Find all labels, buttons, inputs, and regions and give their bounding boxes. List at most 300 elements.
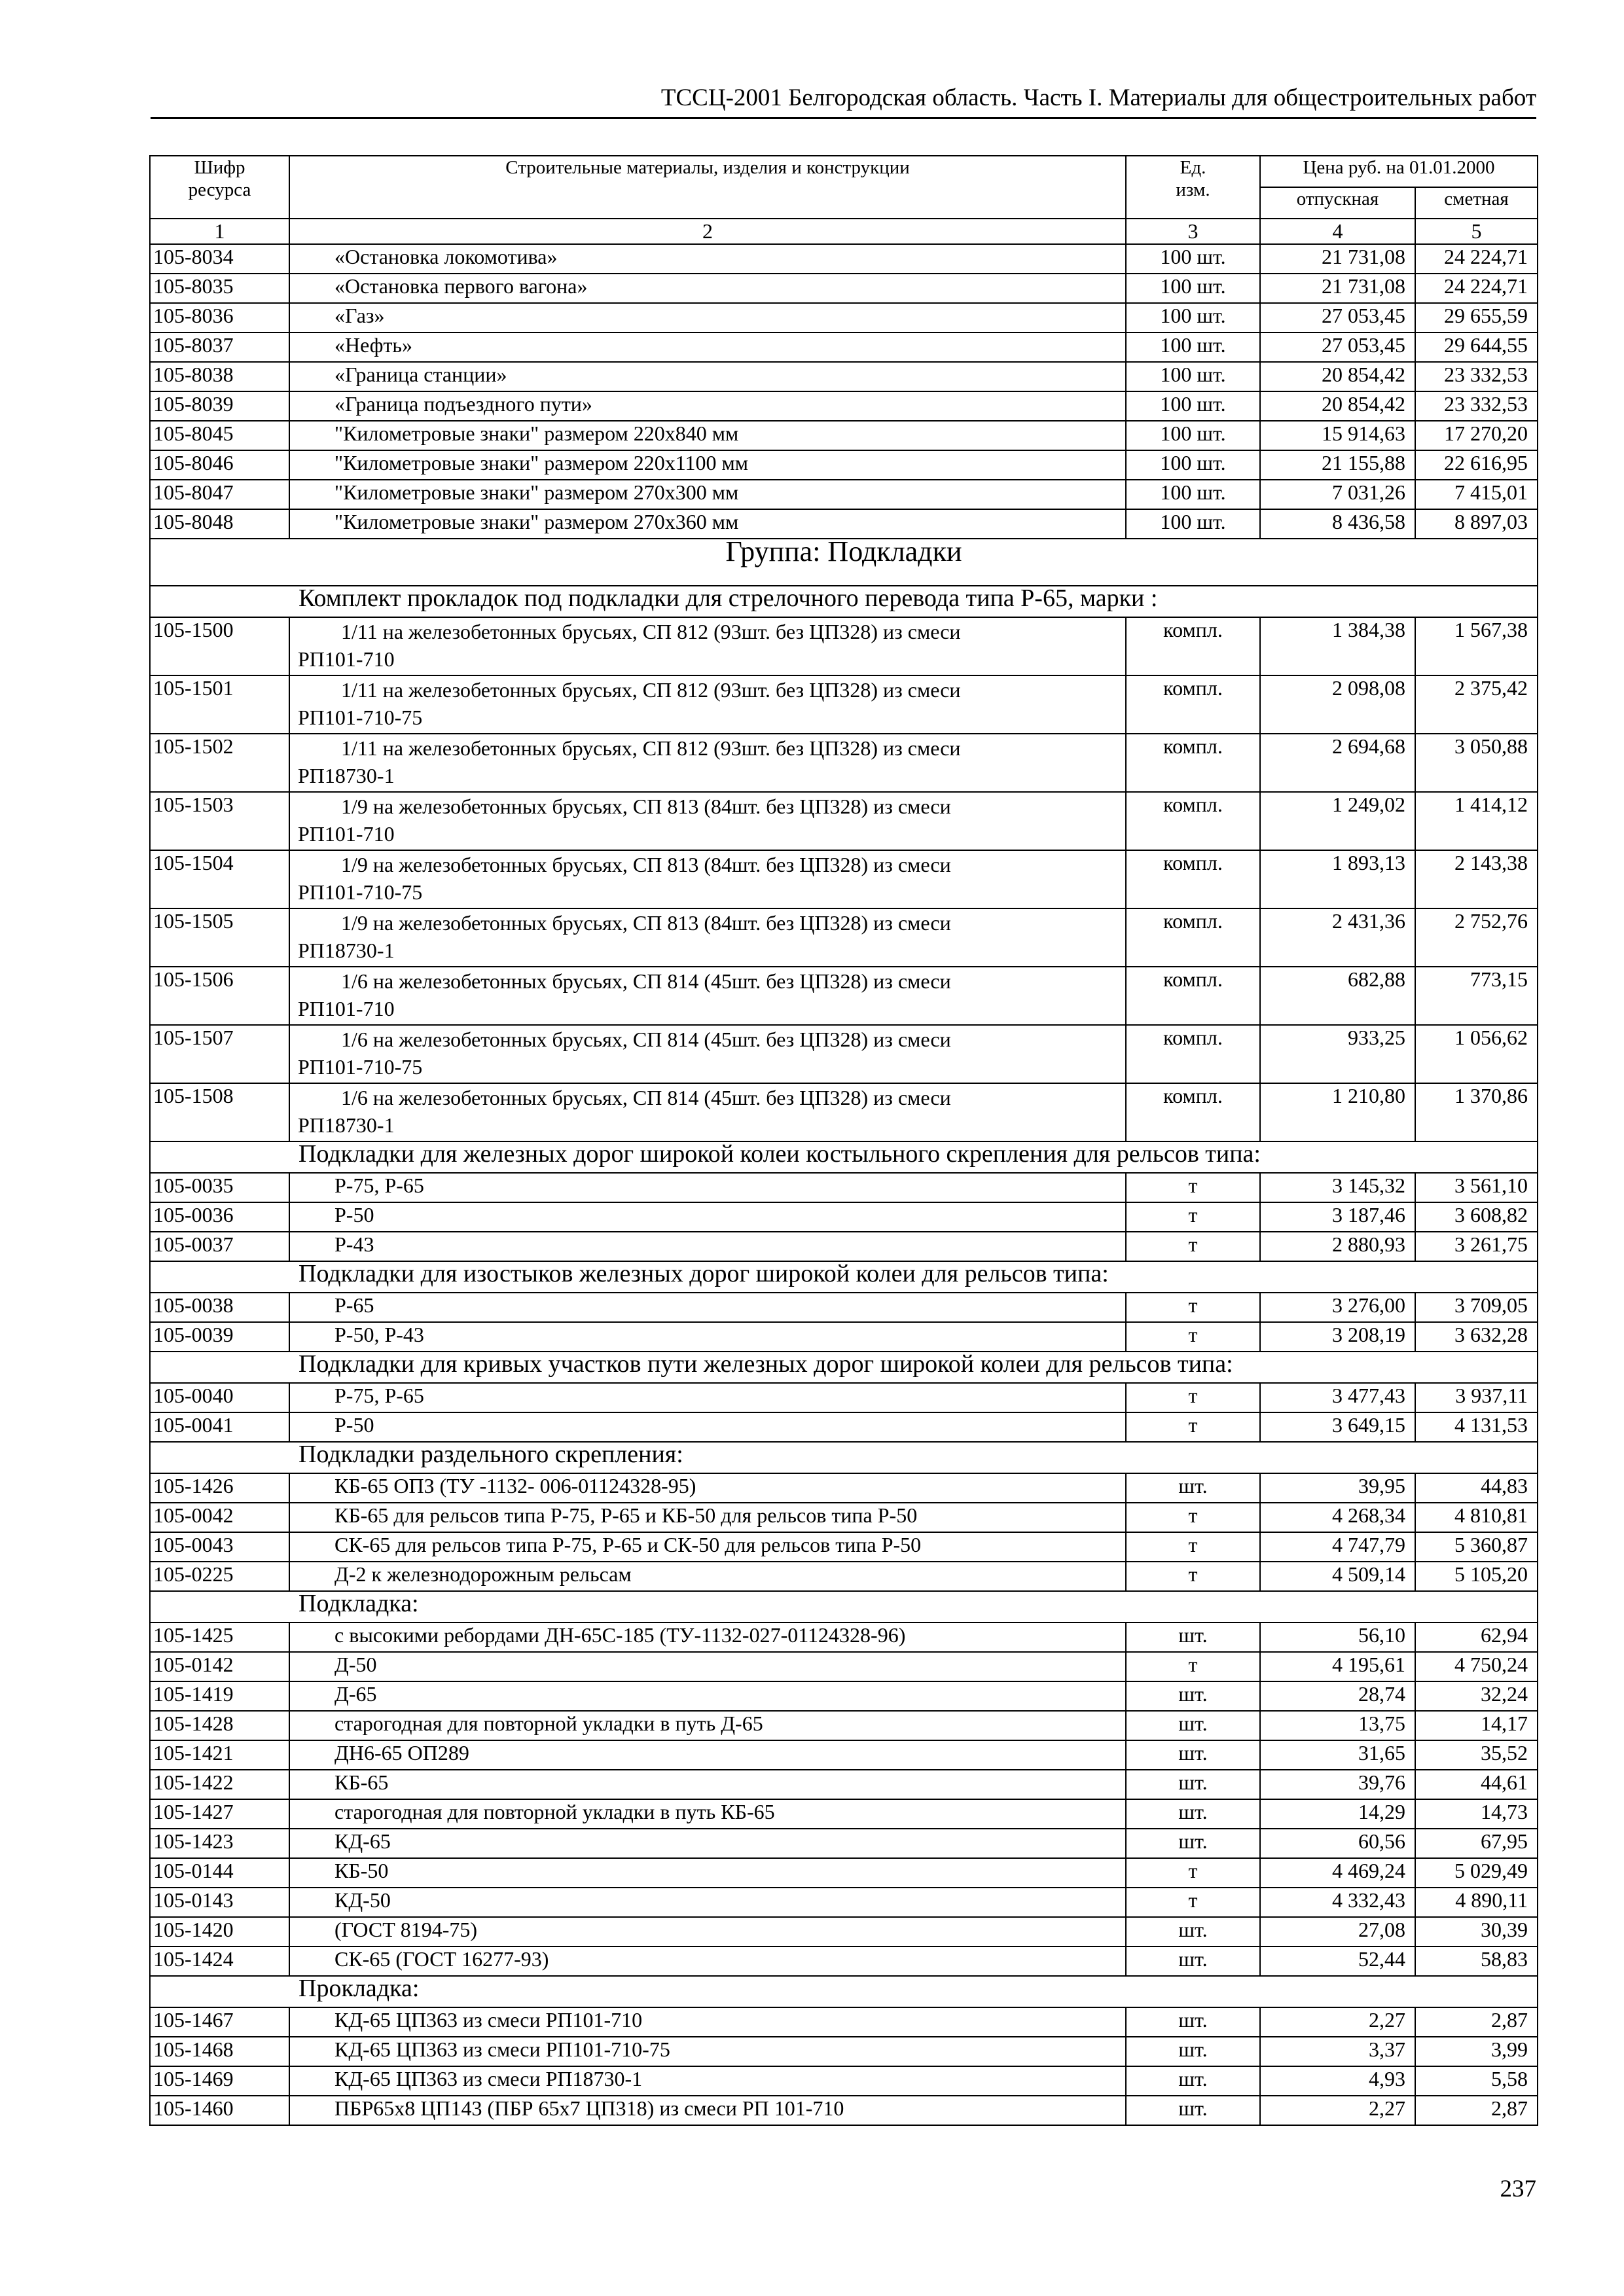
table-row: [150, 450, 1538, 480]
resource-code: 105-1423: [150, 1829, 289, 1858]
resource-code: 105-8047: [150, 480, 289, 509]
resource-code: 105-0036: [150, 1202, 289, 1232]
column-header-name: Строительные материалы, изделия и конструкции: [289, 156, 1126, 219]
unit-of-measure: 100 шт.: [1126, 332, 1260, 362]
unit-of-measure: шт.: [1126, 2096, 1260, 2125]
material-name: Д-65: [289, 1681, 1126, 1711]
resource-code: 105-1504: [150, 850, 289, 908]
material-name: Р-43: [289, 1232, 1126, 1261]
material-name-line: 1/6 на железобетонных брусьях, СП 814 (45шт. без ЦП328) из смеси: [341, 1028, 951, 1051]
resource-code: 105-1424: [150, 1946, 289, 1976]
subgroup-heading-row: [150, 586, 1538, 617]
estimate-price: 22 616,95: [1415, 450, 1538, 480]
unit-of-measure: шт.: [1126, 1740, 1260, 1770]
material-name: КБ-50: [289, 1858, 1126, 1888]
unit-of-measure: т: [1126, 1888, 1260, 1917]
table-row: [150, 1025, 1538, 1083]
unit-of-measure: шт.: [1126, 1799, 1260, 1829]
estimate-price: 8 897,03: [1415, 509, 1538, 539]
materials-table: [149, 155, 1538, 2126]
resource-code: 105-1428: [150, 1711, 289, 1740]
table-row: [150, 1412, 1538, 1442]
resource-code: 105-1419: [150, 1681, 289, 1711]
estimate-price: 1 056,62: [1415, 1025, 1538, 1083]
subgroup-heading-row: [150, 1261, 1538, 1293]
resource-code: 105-8048: [150, 509, 289, 539]
release-price: 14,29: [1260, 1799, 1415, 1829]
release-price: 20 854,42: [1260, 391, 1415, 421]
unit-of-measure: компл.: [1126, 675, 1260, 734]
material-name: КД-50: [289, 1888, 1126, 1917]
table-body: [150, 244, 1538, 2125]
release-price: 56,10: [1260, 1623, 1415, 1652]
material-name: «Газ»: [289, 303, 1126, 332]
subgroup-heading: Подкладка:: [150, 1591, 1538, 1623]
material-name: ПБР65х8 ЦП143 (ПБР 65х7 ЦП318) из смеси РП 101-710: [289, 2096, 1126, 2125]
release-price: 52,44: [1260, 1946, 1415, 1976]
material-name: Р-65: [289, 1293, 1126, 1322]
unit-of-measure: 100 шт.: [1126, 362, 1260, 391]
material-name: [289, 850, 1126, 908]
material-name: [289, 908, 1126, 967]
table-row: [150, 1681, 1538, 1711]
resource-code: 105-0038: [150, 1293, 289, 1322]
material-name-line: 1/9 на железобетонных брусьях, СП 813 (84шт. без ЦП328) из смеси: [341, 911, 951, 935]
table-row: [150, 1532, 1538, 1562]
material-name: КБ-65: [289, 1770, 1126, 1799]
unit-of-measure: 100 шт.: [1126, 244, 1260, 274]
table-row: [150, 1740, 1538, 1770]
table-row: [150, 332, 1538, 362]
material-name-continuation: РП101-710-75: [298, 880, 423, 904]
unit-of-measure: 100 шт.: [1126, 450, 1260, 480]
release-price: 4 332,43: [1260, 1888, 1415, 1917]
release-price: 13,75: [1260, 1711, 1415, 1740]
unit-of-measure: т: [1126, 1562, 1260, 1591]
material-name: [289, 675, 1126, 734]
table-row: [150, 1623, 1538, 1652]
release-price: 39,95: [1260, 1473, 1415, 1503]
subgroup-heading-row: [150, 1976, 1538, 2007]
release-price: 27 053,45: [1260, 332, 1415, 362]
material-name: «Остановка первого вагона»: [289, 274, 1126, 303]
material-name-line: 1/9 на железобетонных брусьях, СП 813 (84шт. без ЦП328) из смеси: [341, 795, 951, 818]
subgroup-heading: Подкладки раздельного скрепления:: [150, 1442, 1538, 1473]
estimate-price: 24 224,71: [1415, 274, 1538, 303]
table-row: [150, 480, 1538, 509]
material-name-continuation: РП18730-1: [298, 1113, 395, 1137]
resource-code: 105-8035: [150, 274, 289, 303]
resource-code: 105-1502: [150, 734, 289, 792]
resource-code: 105-1421: [150, 1740, 289, 1770]
table-row: [150, 421, 1538, 450]
release-price: 28,74: [1260, 1681, 1415, 1711]
resource-code: 105-8045: [150, 421, 289, 450]
material-name: КД-65 ЦП363 из смеси РП18730-1: [289, 2066, 1126, 2096]
subgroup-heading: Прокладка:: [150, 1976, 1538, 2007]
material-name: Р-75, Р-65: [289, 1173, 1126, 1202]
material-name-line: 1/6 на железобетонных брусьях, СП 814 (45шт. без ЦП328) из смеси: [341, 1086, 951, 1109]
table-row: [150, 850, 1538, 908]
column-header-price: Цена руб. на 01.01.2000: [1260, 156, 1538, 187]
subgroup-heading: Подкладки для железных дорог широкой колеи костыльного скрепления для рельсов типа:: [150, 1141, 1538, 1173]
resource-code: 105-8036: [150, 303, 289, 332]
release-price: 682,88: [1260, 967, 1415, 1025]
unit-of-measure: т: [1126, 1412, 1260, 1442]
unit-of-measure: 100 шт.: [1126, 274, 1260, 303]
unit-of-measure: т: [1126, 1383, 1260, 1412]
table-row: [150, 2066, 1538, 2096]
release-price: 2,27: [1260, 2096, 1415, 2125]
resource-code: 105-8038: [150, 362, 289, 391]
release-price: 4 747,79: [1260, 1532, 1415, 1562]
unit-of-measure: шт.: [1126, 1770, 1260, 1799]
estimate-price: 3 709,05: [1415, 1293, 1538, 1322]
unit-of-measure: компл.: [1126, 850, 1260, 908]
subgroup-heading-row: [150, 1141, 1538, 1173]
group-heading: Группа: Подкладки: [150, 539, 1538, 586]
estimate-price: 58,83: [1415, 1946, 1538, 1976]
column-header-code: Шифр ресурса: [150, 156, 289, 219]
release-price: 1 384,38: [1260, 617, 1415, 675]
resource-code: 105-1500: [150, 617, 289, 675]
material-name: «Граница станции»: [289, 362, 1126, 391]
release-price: 7 031,26: [1260, 480, 1415, 509]
material-name: "Километровые знаки" размером 220х840 мм: [289, 421, 1126, 450]
table-row: [150, 391, 1538, 421]
resource-code: 105-1469: [150, 2066, 289, 2096]
resource-code: 105-1507: [150, 1025, 289, 1083]
subgroup-heading-row: [150, 1352, 1538, 1383]
unit-of-measure: т: [1126, 1322, 1260, 1352]
table-row: [150, 1083, 1538, 1141]
unit-of-measure: шт.: [1126, 1681, 1260, 1711]
estimate-price: 3 632,28: [1415, 1322, 1538, 1352]
subgroup-heading-row: [150, 1442, 1538, 1473]
estimate-price: 29 655,59: [1415, 303, 1538, 332]
resource-code: 105-1426: [150, 1473, 289, 1503]
release-price: 60,56: [1260, 1829, 1415, 1858]
resource-code: 105-1422: [150, 1770, 289, 1799]
release-price: 21 731,08: [1260, 244, 1415, 274]
material-name-line: 1/9 на железобетонных брусьях, СП 813 (84шт. без ЦП328) из смеси: [341, 853, 951, 876]
resource-code: 105-0040: [150, 1383, 289, 1412]
table-row: [150, 792, 1538, 850]
unit-of-measure: т: [1126, 1532, 1260, 1562]
column-number: 4: [1260, 219, 1415, 244]
release-price: 2 431,36: [1260, 908, 1415, 967]
release-price: 8 436,58: [1260, 509, 1415, 539]
material-name: КД-65 ЦП363 из смеси РП101-710: [289, 2007, 1126, 2037]
release-price: 933,25: [1260, 1025, 1415, 1083]
unit-of-measure: т: [1126, 1652, 1260, 1681]
material-name: Р-50: [289, 1202, 1126, 1232]
estimate-price: 44,61: [1415, 1770, 1538, 1799]
table-row: [150, 1770, 1538, 1799]
release-price: 3 187,46: [1260, 1202, 1415, 1232]
material-name: Р-50, Р-43: [289, 1322, 1126, 1352]
resource-code: 105-1508: [150, 1083, 289, 1141]
unit-of-measure: шт.: [1126, 2066, 1260, 2096]
unit-of-measure: т: [1126, 1232, 1260, 1261]
estimate-price: 35,52: [1415, 1740, 1538, 1770]
table-row: [150, 1562, 1538, 1591]
material-name-line: 1/11 на железобетонных брусьях, СП 812 (93шт. без ЦП328) из смеси: [341, 620, 961, 643]
resource-code: 105-1468: [150, 2037, 289, 2066]
unit-of-measure: компл.: [1126, 1083, 1260, 1141]
resource-code: 105-0142: [150, 1652, 289, 1681]
material-name: [289, 1083, 1126, 1141]
resource-code: 105-0035: [150, 1173, 289, 1202]
estimate-price: 29 644,55: [1415, 332, 1538, 362]
material-name: [289, 617, 1126, 675]
table-row: [150, 1293, 1538, 1322]
table-row: [150, 1202, 1538, 1232]
table-row: [150, 1711, 1538, 1740]
column-header-release-price: отпускная: [1260, 187, 1415, 219]
unit-of-measure: шт.: [1126, 1623, 1260, 1652]
material-name: [289, 792, 1126, 850]
estimate-price: 4 131,53: [1415, 1412, 1538, 1442]
resource-code: 105-0143: [150, 1888, 289, 1917]
resource-code: 105-0039: [150, 1322, 289, 1352]
unit-of-measure: компл.: [1126, 734, 1260, 792]
resource-code: 105-1425: [150, 1623, 289, 1652]
unit-of-measure: шт.: [1126, 2007, 1260, 2037]
table-row: [150, 509, 1538, 539]
material-name: «Остановка локомотива»: [289, 244, 1126, 274]
table-row: [150, 1946, 1538, 1976]
material-name: "Километровые знаки" размером 270х360 мм: [289, 509, 1126, 539]
column-number: 3: [1126, 219, 1260, 244]
estimate-price: 24 224,71: [1415, 244, 1538, 274]
resource-code: 105-8034: [150, 244, 289, 274]
estimate-price: 2,87: [1415, 2007, 1538, 2037]
resource-code: 105-1506: [150, 967, 289, 1025]
subgroup-heading-row: [150, 1591, 1538, 1623]
release-price: 2 880,93: [1260, 1232, 1415, 1261]
material-name: (ГОСТ 8194-75): [289, 1917, 1126, 1946]
estimate-price: 44,83: [1415, 1473, 1538, 1503]
material-name-continuation: РП101-710-75: [298, 706, 423, 729]
header-rule: [151, 117, 1536, 119]
estimate-price: 2,87: [1415, 2096, 1538, 2125]
table-row: [150, 1858, 1538, 1888]
table-row: [150, 1473, 1538, 1503]
resource-code: 105-1460: [150, 2096, 289, 2125]
table-row: [150, 1799, 1538, 1829]
estimate-price: 1 414,12: [1415, 792, 1538, 850]
subgroup-heading: Комплект прокладок под подкладки для стрелочного перевода типа Р-65, марки :: [150, 586, 1538, 617]
release-price: 3 208,19: [1260, 1322, 1415, 1352]
table-row: [150, 1888, 1538, 1917]
unit-of-measure: компл.: [1126, 792, 1260, 850]
material-name: [289, 734, 1126, 792]
estimate-price: 23 332,53: [1415, 391, 1538, 421]
material-name: старогодная для повторной укладки в путь КБ-65: [289, 1799, 1126, 1829]
table-row: [150, 734, 1538, 792]
unit-of-measure: т: [1126, 1503, 1260, 1532]
subgroup-heading: Подкладки для кривых участков пути железных дорог широкой колеи для рельсов типа:: [150, 1352, 1538, 1383]
group-heading-row: [150, 539, 1538, 586]
estimate-price: 14,17: [1415, 1711, 1538, 1740]
resource-code: 105-0043: [150, 1532, 289, 1562]
material-name-continuation: РП101-710: [298, 997, 395, 1020]
material-name: "Километровые знаки" размером 220х1100 мм: [289, 450, 1126, 480]
release-price: 2 694,68: [1260, 734, 1415, 792]
estimate-price: 17 270,20: [1415, 421, 1538, 450]
material-name: Р-50: [289, 1412, 1126, 1442]
material-name-continuation: РП101-710-75: [298, 1055, 423, 1079]
material-name: с высокими ребордами ДН-65С-185 (ТУ-1132-027-01124328-96): [289, 1623, 1126, 1652]
estimate-price: 2 375,42: [1415, 675, 1538, 734]
unit-of-measure: 100 шт.: [1126, 303, 1260, 332]
column-header-estimate-price: сметная: [1415, 187, 1538, 219]
resource-code: 105-0144: [150, 1858, 289, 1888]
estimate-price: 2 143,38: [1415, 850, 1538, 908]
release-price: 3,37: [1260, 2037, 1415, 2066]
release-price: 27,08: [1260, 1917, 1415, 1946]
release-price: 21 155,88: [1260, 450, 1415, 480]
release-price: 2,27: [1260, 2007, 1415, 2037]
material-name-continuation: РП101-710: [298, 647, 395, 671]
estimate-price: 14,73: [1415, 1799, 1538, 1829]
resource-code: 105-1427: [150, 1799, 289, 1829]
estimate-price: 773,15: [1415, 967, 1538, 1025]
table-row: [150, 1829, 1538, 1858]
unit-of-measure: компл.: [1126, 967, 1260, 1025]
estimate-price: 2 752,76: [1415, 908, 1538, 967]
estimate-price: 3,99: [1415, 2037, 1538, 2066]
release-price: 20 854,42: [1260, 362, 1415, 391]
release-price: 2 098,08: [1260, 675, 1415, 734]
release-price: 15 914,63: [1260, 421, 1415, 450]
column-number: 5: [1415, 219, 1538, 244]
subgroup-heading: Подкладки для изостыков железных дорог широкой колеи для рельсов типа:: [150, 1261, 1538, 1293]
estimate-price: 5 029,49: [1415, 1858, 1538, 1888]
material-name: СК-65 (ГОСТ 16277-93): [289, 1946, 1126, 1976]
estimate-price: 5 360,87: [1415, 1532, 1538, 1562]
resource-code: 105-0037: [150, 1232, 289, 1261]
release-price: 1 893,13: [1260, 850, 1415, 908]
estimate-price: 32,24: [1415, 1681, 1538, 1711]
resource-code: 105-1503: [150, 792, 289, 850]
material-name-line: 1/11 на железобетонных брусьях, СП 812 (93шт. без ЦП328) из смеси: [341, 736, 961, 760]
estimate-price: 62,94: [1415, 1623, 1538, 1652]
unit-of-measure: 100 шт.: [1126, 391, 1260, 421]
table-row: [150, 274, 1538, 303]
unit-of-measure: шт.: [1126, 1917, 1260, 1946]
material-name: "Километровые знаки" размером 270х300 мм: [289, 480, 1126, 509]
estimate-price: 30,39: [1415, 1917, 1538, 1946]
estimate-price: 5,58: [1415, 2066, 1538, 2096]
unit-of-measure: т: [1126, 1293, 1260, 1322]
unit-of-measure: шт.: [1126, 1946, 1260, 1976]
table-row: [150, 1503, 1538, 1532]
estimate-price: 1 370,86: [1415, 1083, 1538, 1141]
page-number: 237: [1500, 2176, 1536, 2202]
material-name: «Граница подъездного пути»: [289, 391, 1126, 421]
unit-of-measure: компл.: [1126, 617, 1260, 675]
material-name-continuation: РП18730-1: [298, 764, 395, 787]
estimate-price: 7 415,01: [1415, 480, 1538, 509]
resource-code: 105-0225: [150, 1562, 289, 1591]
unit-of-measure: 100 шт.: [1126, 421, 1260, 450]
column-number: 1: [150, 219, 289, 244]
resource-code: 105-1420: [150, 1917, 289, 1946]
column-number: 2: [289, 219, 1126, 244]
table-row: [150, 2007, 1538, 2037]
material-name: старогодная для повторной укладки в путь Д-65: [289, 1711, 1126, 1740]
unit-of-measure: компл.: [1126, 1025, 1260, 1083]
resource-code: 105-8046: [150, 450, 289, 480]
resource-code: 105-8039: [150, 391, 289, 421]
unit-of-measure: шт.: [1126, 1829, 1260, 1858]
unit-of-measure: шт.: [1126, 1711, 1260, 1740]
table-row: [150, 1322, 1538, 1352]
material-name: ДН6-65 ОП289: [289, 1740, 1126, 1770]
estimate-price: 3 561,10: [1415, 1173, 1538, 1202]
material-name: КД-65 ЦП363 из смеси РП101-710-75: [289, 2037, 1126, 2066]
estimate-price: 23 332,53: [1415, 362, 1538, 391]
unit-of-measure: шт.: [1126, 2037, 1260, 2066]
column-header-unit: Ед. изм.: [1126, 156, 1260, 219]
estimate-price: 3 937,11: [1415, 1383, 1538, 1412]
resource-code: 105-0041: [150, 1412, 289, 1442]
unit-of-measure: т: [1126, 1173, 1260, 1202]
material-name: КБ-65 для рельсов типа Р-75, Р-65 и КБ-50 для рельсов типа Р-50: [289, 1503, 1126, 1532]
release-price: 4 509,14: [1260, 1562, 1415, 1591]
table-row: [150, 1173, 1538, 1202]
unit-of-measure: т: [1126, 1202, 1260, 1232]
estimate-price: 4 810,81: [1415, 1503, 1538, 1532]
release-price: 4 469,24: [1260, 1858, 1415, 1888]
material-name: Д-50: [289, 1652, 1126, 1681]
resource-code: 105-1501: [150, 675, 289, 734]
release-price: 31,65: [1260, 1740, 1415, 1770]
material-name: [289, 1025, 1126, 1083]
material-name-continuation: РП101-710: [298, 822, 395, 846]
resource-code: 105-1505: [150, 908, 289, 967]
release-price: 3 649,15: [1260, 1412, 1415, 1442]
release-price: 1 210,80: [1260, 1083, 1415, 1141]
release-price: 1 249,02: [1260, 792, 1415, 850]
release-price: 39,76: [1260, 1770, 1415, 1799]
material-name: [289, 967, 1126, 1025]
unit-of-measure: компл.: [1126, 908, 1260, 967]
table-row: [150, 2096, 1538, 2125]
release-price: 4 195,61: [1260, 1652, 1415, 1681]
unit-of-measure: шт.: [1126, 1473, 1260, 1503]
material-name: КБ-65 ОПЗ (ТУ -1132- 006-01124328-95): [289, 1473, 1126, 1503]
estimate-price: 3 608,82: [1415, 1202, 1538, 1232]
table-row: [150, 1383, 1538, 1412]
material-name: СК-65 для рельсов типа Р-75, Р-65 и СК-50 для рельсов типа Р-50: [289, 1532, 1126, 1562]
material-name: Д-2 к железнодорожным рельсам: [289, 1562, 1126, 1591]
unit-of-measure: 100 шт.: [1126, 509, 1260, 539]
release-price: 4 268,34: [1260, 1503, 1415, 1532]
estimate-price: 5 105,20: [1415, 1562, 1538, 1591]
estimate-price: 67,95: [1415, 1829, 1538, 1858]
table-row: [150, 1232, 1538, 1261]
resource-code: 105-0042: [150, 1503, 289, 1532]
material-name-line: 1/6 на железобетонных брусьях, СП 814 (45шт. без ЦП328) из смеси: [341, 969, 951, 993]
table-row: [150, 362, 1538, 391]
table-row: [150, 967, 1538, 1025]
material-name: КД-65: [289, 1829, 1126, 1858]
estimate-price: 3 050,88: [1415, 734, 1538, 792]
resource-code: 105-1467: [150, 2007, 289, 2037]
